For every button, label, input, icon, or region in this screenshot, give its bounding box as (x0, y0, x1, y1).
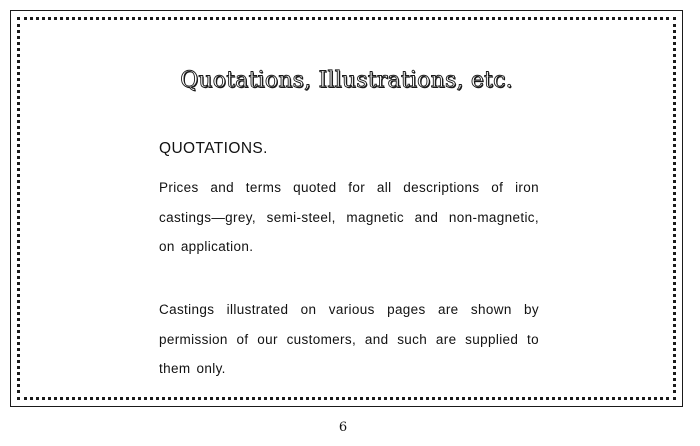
decorative-dotted-border (17, 17, 676, 400)
section-heading: QUOTATIONS. (159, 140, 268, 157)
paragraph-prices: Prices and terms quoted for all descriptions of iron castings—grey, semi-steel, magnetic and non-magnetic, on application. (159, 180, 539, 254)
page-border (10, 10, 683, 407)
page-title: Quotations, Illustrations, etc. (180, 68, 513, 93)
page-number: 6 (338, 420, 348, 435)
paragraph-illustrations: Castings illustrated on various pages are shown by permission of our customers, and such are supplied to them only. (159, 302, 539, 376)
